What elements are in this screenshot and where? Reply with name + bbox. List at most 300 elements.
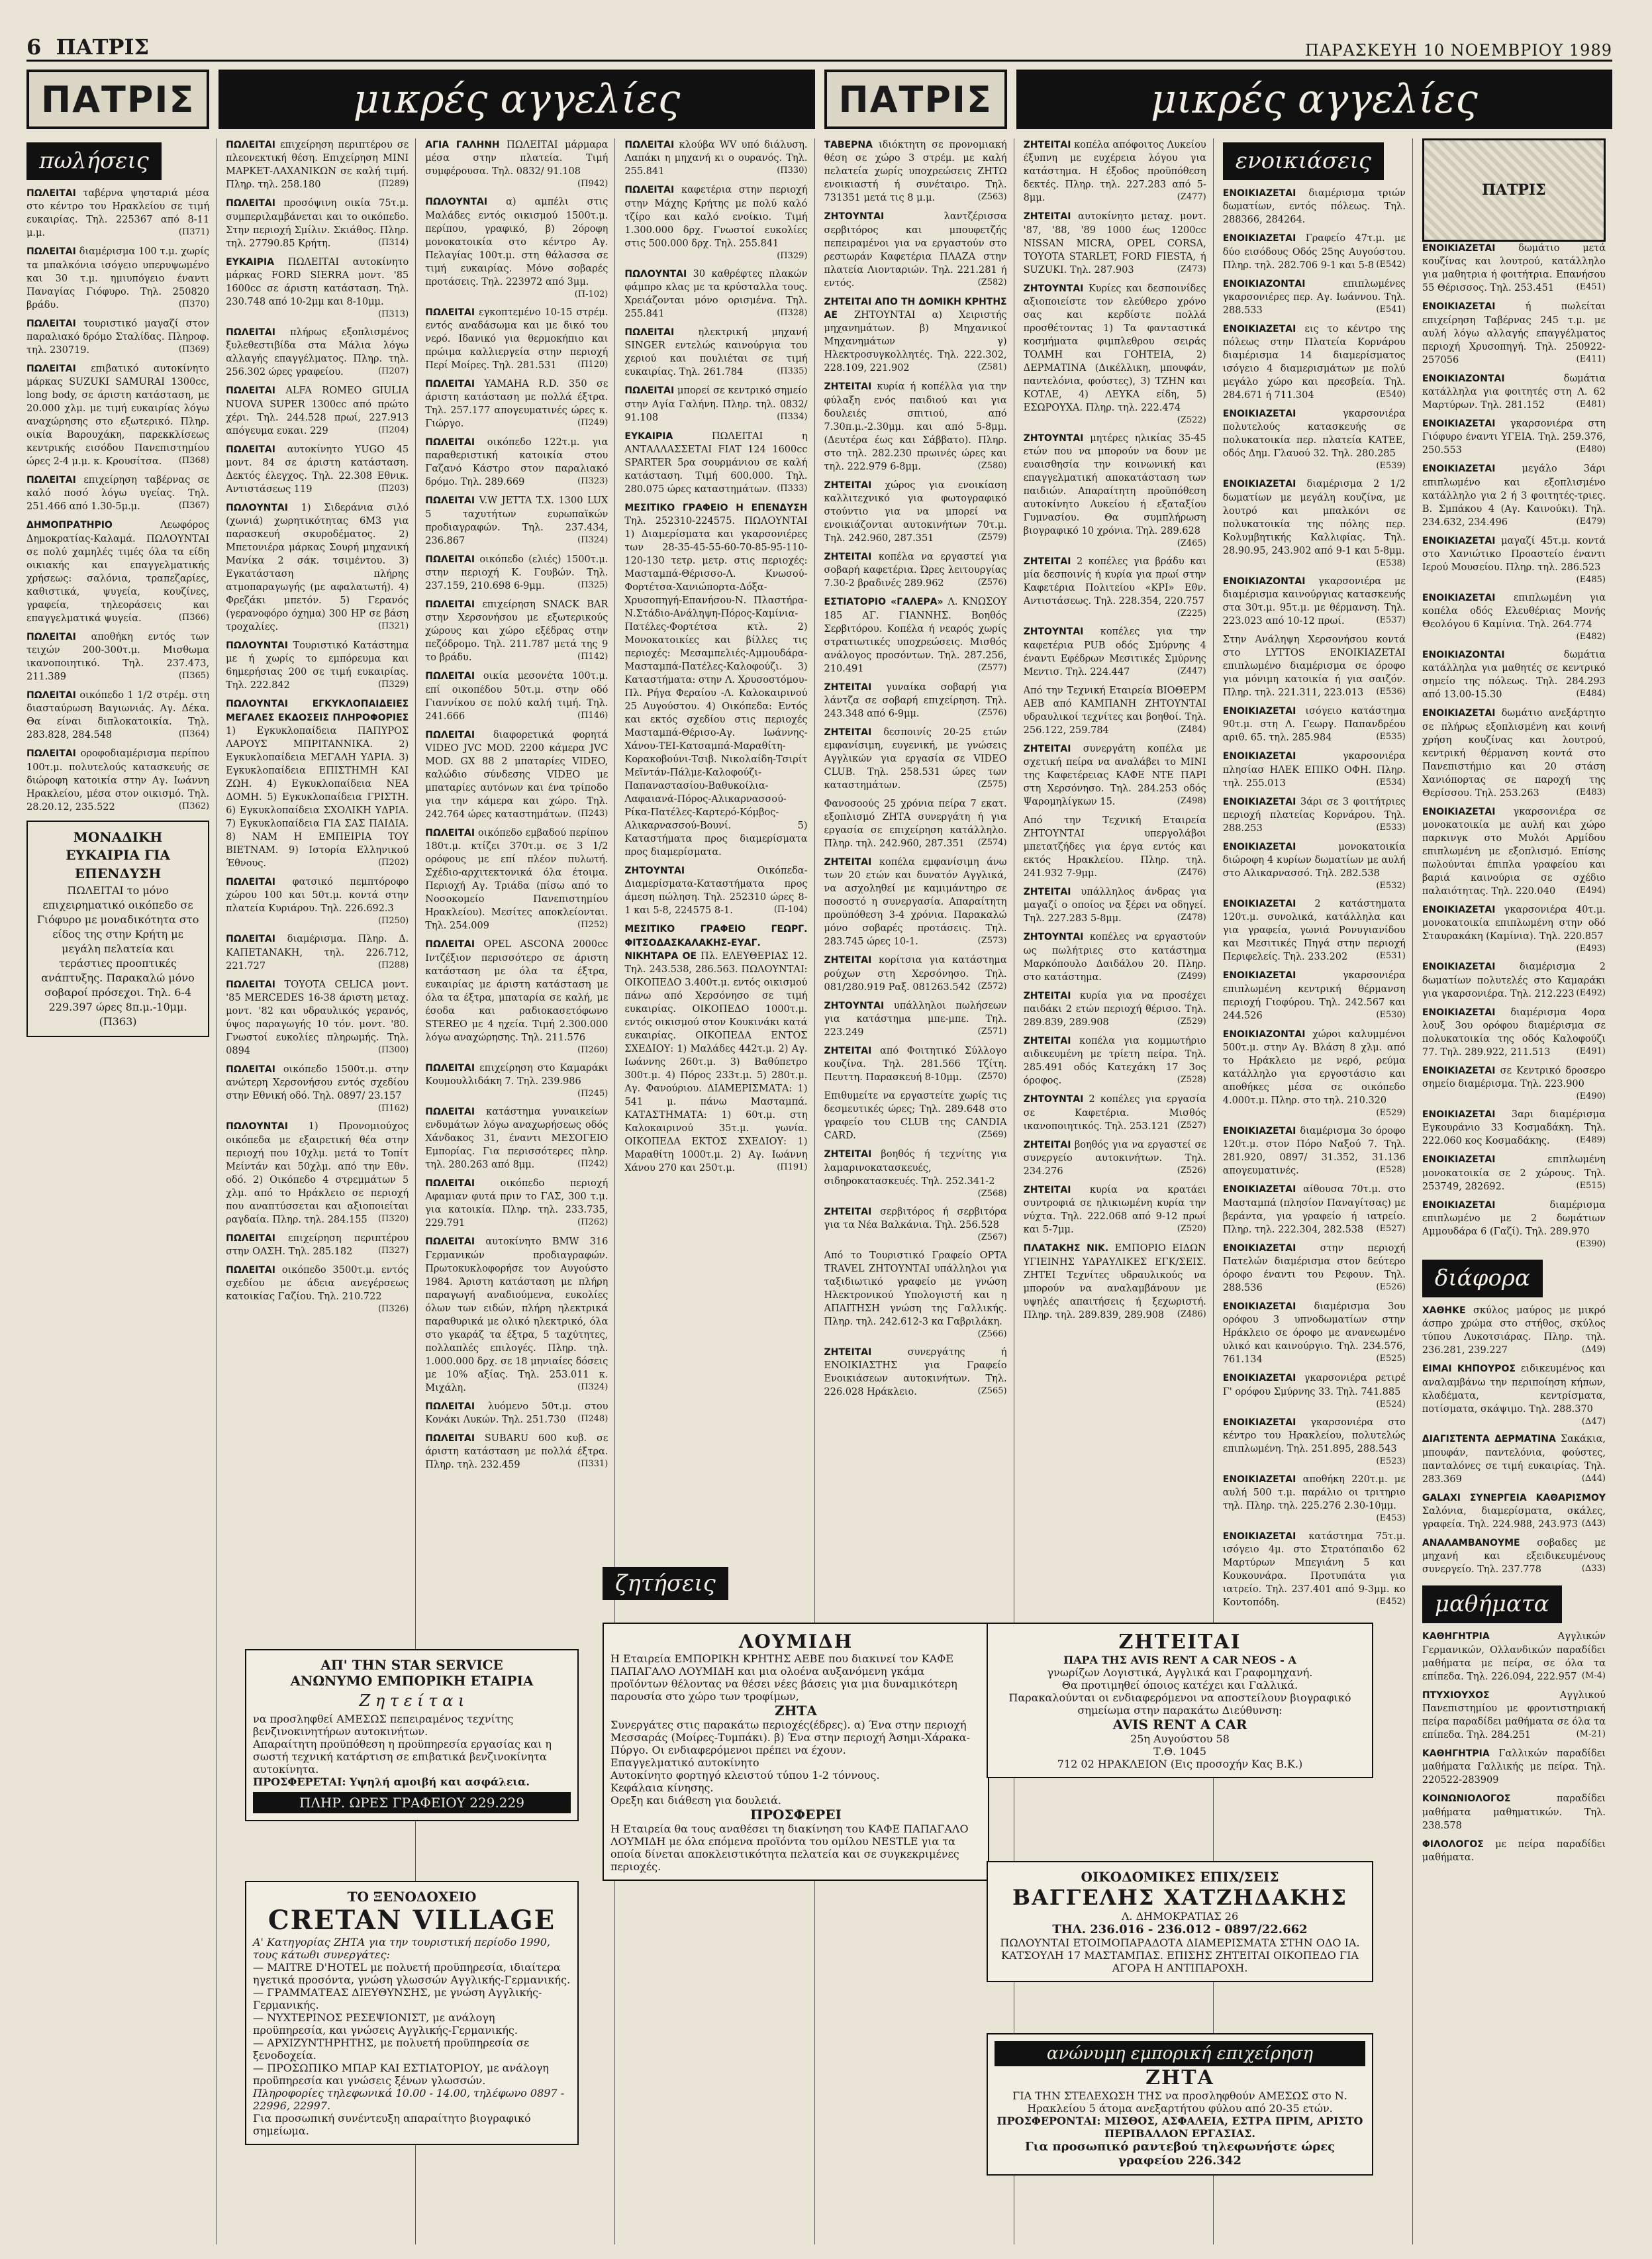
ad-code: (Z473) <box>1177 264 1206 274</box>
classified-ad <box>1422 1792 1606 1832</box>
ad-heading: ΕΝΟΙΚΙΑΖΕΤΑΙ <box>1222 1242 1296 1254</box>
classified-ad <box>1422 242 1606 295</box>
ad-text: 1) Σιδεράνια σιλό (χωνιά) χωρητικότητας 6Μ3 για παρασκευή σκυροδέματος. 2) Μπετονιέρα μάρκας Σουρή μηχανική Μανίκα 2 σάκ. τσιμέντου. 3) Εγκατάσταση πλήρης ατμοπαραγωγής (με αφαλατωτή). 4) Φρεζάκι μπετόν. 5) Γερανός (γερανοφόρο όχημα) 300 HP σε βάση τροχαλίες. <box>226 502 409 633</box>
classified-ad <box>1422 903 1606 955</box>
star-line4: να προσληφθεί ΑΜΕΣΩΣ πεπειραμένος τεχνίτης βενζινοκινητήρων αυτοκινήτων. <box>253 1713 514 1738</box>
ad-heading: ΕΝΟΙΚΙΑΖΕΤΑΙ <box>1222 233 1296 244</box>
anonymous-line1: ανώνυμη εμπορική επιχείρηση <box>995 2041 1365 2066</box>
ad-heading: ΠΩΛΕΙΤΑΙ <box>425 307 475 318</box>
classified-ad <box>824 1346 1007 1399</box>
hatzidakis-ad <box>987 1861 1373 1982</box>
ad-code: (E482) <box>1576 632 1606 642</box>
classified-ad <box>1422 534 1606 586</box>
ad-heading: ΕΝΟΙΚΙΑΖΕΤΑΙ <box>1422 905 1496 915</box>
ad-heading: ΕΝΟΙΚΙΑΖΕΤΑΙ <box>1422 535 1496 546</box>
classified-ad <box>1223 1028 1406 1119</box>
ad-code: (Π248) <box>577 1414 608 1425</box>
ad-code: (Z571) <box>977 1027 1007 1037</box>
ad-text: προσόψινη οικία 75τ.μ. συμπεριλαμβάνεται και το οικόπεδο. Στην περιοχή Σμίλιν. Σκιάθος. Πληρ. τηλ. 27790.85 Κρήτη. <box>226 198 409 249</box>
classified-ad <box>624 384 807 424</box>
classified-ad <box>226 1120 409 1226</box>
ad-code: (Π203) <box>377 483 409 493</box>
col7-list <box>1223 187 1406 1609</box>
ad-heading: ΠΩΛΕΙΤΑΙ <box>26 690 76 701</box>
classified-ad <box>425 138 608 190</box>
ad-code: (Π333) <box>777 483 808 493</box>
ad-text: κατάστημα γυναικείων ενδυμάτων λόγω αναχωρήσεως οδός Χάνδακος 31, έναντι ΜΕΣΟΓΕΙΟ Εμπορίας. Για περισσότερες πληρ. τηλ. 280.263 από 8μμ. <box>425 1106 608 1171</box>
ad-code: (E483) <box>1576 787 1606 797</box>
loumidi-req1: Επαγγελματικό αυτοκίνητο <box>610 1756 759 1769</box>
ad-heading: ΠΩΛΕΙΤΑΙ <box>624 385 675 397</box>
classified-ad <box>1422 1838 1606 1864</box>
classified-ad <box>425 377 608 430</box>
ad-code: (E534) <box>1376 777 1406 787</box>
ad-text: στην περιοχή Πατελών διαμέρισμα στον δεύτερο όροφο έναντι του Ρεφουν. Τηλ. 288.536 <box>1222 1242 1406 1293</box>
classified-ad <box>1422 1153 1606 1193</box>
avis-line1: ΠΑΡΑ ΤΗΣ AVIS RENT A CAR NEOS - A <box>1063 1654 1296 1666</box>
ad-heading: ΠΩΛΕΙΤΑΙ <box>26 363 76 374</box>
classified-ad <box>226 326 409 379</box>
column-5 <box>824 138 1014 2244</box>
ad-text: εις το κέντρο της πόλεως στην Πλατεία Κορνάρου διαμέρισμα 14 διαμερίσματος ισόγειο 4 διαμερισμάτων με πολύ μεγάλο χώρο και πρεσβεία. Τηλ. 284.671 ή 711.304 <box>1222 323 1406 401</box>
cretan-line7: — ΑΡΧΙΖΥΝΤΗΡΗΤΗΣ, με πολυετή προϋπηρεσία σε ξενοδοχεία. <box>253 2036 530 2062</box>
ad-heading: ΖΗΤΕΙΤΑΙ ΑΠΟ ΤΗ ΔΟΜΙΚΗ ΚΡΗΤΗΣ ΑΕ <box>824 296 1007 321</box>
ad-heading: ΖΗΤΟΥΝΤΑΙ <box>1023 1094 1084 1105</box>
ad-code: (Π-102) <box>574 289 608 299</box>
loumidi-offer-heading: ΠΡΟΣΦΕΡΕΙ <box>750 1807 842 1823</box>
col2-list <box>226 138 409 1315</box>
classified-ad <box>425 306 608 372</box>
ad-code: (Π202) <box>377 858 409 868</box>
page-header-left <box>26 34 149 60</box>
ad-code: (E531) <box>1376 951 1406 962</box>
ad-code: (Π371) <box>178 227 210 238</box>
ad-text: διαμέρισμα 4ορα λουξ 3ου ορόφου διαμέρισμα σε πολυκατοικία της οδός Καλοφούζι 77. Τηλ. 289.922, 211.513 <box>1422 1007 1606 1058</box>
classified-ad <box>226 1063 409 1115</box>
ad-code: (Z570) <box>977 1072 1007 1082</box>
ad-text: Αγγλικών Γερμανικών, Ολλανδικών παραδίδει μαθήματα με πείρα, σε όλα τα επίπεδα. Τηλ. 226.094, 222.957 <box>1422 1631 1606 1682</box>
ad-text: Τουριστικό Κατάστημα με ή χωρίς το εμπόρευμα και 6ημερήσιας 200 σε τιμή ευκαιρίας. Τηλ. 222.842 <box>226 640 409 691</box>
ad-code: (Z522) <box>1177 415 1206 425</box>
ad-code: (E492) <box>1576 987 1606 998</box>
ad-code: (Z465) <box>1177 538 1206 549</box>
ad-code: (Z477) <box>1177 192 1206 203</box>
ad-text: εγκοπτεμένο 10-15 στρέμ. εντός αναδάσωμα και με δικό του νερό. Ιδανικό για θερμοκήπιο και πρώιμα καλλιεργεία στην περιοχή Περί Μοίρες. Τηλ. 281.531 <box>425 307 608 371</box>
ad-heading: ΖΗΤΟΥΝΤΑΙ <box>624 866 685 877</box>
star-line5: Απαραίτητη προϋπόθεση η προϋπηρεσία εργασίας και η σωστή τεχνική κατάρτιση σε επιβατικά βενζινοκίνητα αυτοκίνητα. <box>253 1738 552 1776</box>
ad-text: 2 κοπέλες για βράδυ και μία δεσποινίς ή κυρία για πρωί στην Καφετέρια Πολιτείου «KPI» Εθν. Αντιστάσεως. Τηλ. 228.354, 220.757 <box>1023 556 1206 607</box>
ad-text: γκαρσονιέρα επιπλωμένη κεντρική θέρμανση περιοχή Γιοφύρου. Τηλ. 242.567 και 244.526 <box>1222 970 1406 1021</box>
ad-heading: ΖΗΤΕΙΤΑΙ <box>1023 556 1071 568</box>
ad-heading: ΠΩΛΕΙΤΑΙ <box>425 828 475 838</box>
ad-heading: ΕΣΤΙΑΤΟΡΙΟ «ΓΑΛΕΡΑ» <box>824 597 944 608</box>
ad-code: (E481) <box>1576 399 1606 409</box>
classified-ad <box>1223 1530 1406 1609</box>
ad-code: (Π249) <box>577 418 608 428</box>
hatzidakis-line1: ΟΙΚΟΔΟΜΙΚΕΣ ΕΠΙΧ/ΣΕΙΣ <box>1081 1869 1279 1885</box>
ad-heading: ΖΗΤΕΙΤΑΙ <box>824 1346 872 1358</box>
ad-heading: ΕΝΟΙΚΙΑΖΟΝΤΑΙ <box>1422 650 1505 661</box>
ad-code: (Π335) <box>777 366 808 377</box>
ad-text: ειδικευμένος και αναλαμβάνω την περιποίηση κήπων, κλαδέματα, κεντρίσματα, ποτίσματα, σκάψιμο. Τηλ. 288.370 <box>1422 1364 1606 1415</box>
ad-code: (Π329) <box>777 250 808 261</box>
ad-heading: ΔΙΑΓΙΣΤΕΝΤΑ ΔΕΡΜΑΤΙΝΑ <box>1422 1434 1556 1445</box>
classified-ad <box>1223 575 1406 628</box>
ad-code: (Z529) <box>1177 1016 1206 1027</box>
ad-code: (E411) <box>1576 354 1606 364</box>
ad-text: Από την Τεχνική Εταιρεία ΖΗΤΟΥΝΤΑΙ υπεργολάβοι μπετατζήδες για έργα εντός και εκτός Ηρακλείου. Πληρ. τηλ. 241.932 7-9μμ. <box>1023 815 1206 879</box>
ad-code: (Z573) <box>977 936 1007 946</box>
ad-heading: ΕΝΟΙΚΙΑΖΕΤΑΙ <box>1422 243 1496 254</box>
ad-code: (E539) <box>1376 461 1406 472</box>
classified-ad <box>1024 814 1206 880</box>
ad-code: (E535) <box>1376 732 1406 742</box>
investment-code: (Π363) <box>99 1015 137 1029</box>
ad-heading: ΕΝΟΙΚΙΑΖΕΤΑΙ <box>1422 418 1496 429</box>
column-4 <box>624 138 814 2244</box>
classified-ad <box>26 474 209 513</box>
classified-ad <box>1422 462 1606 528</box>
ad-code: (Z499) <box>1177 971 1206 981</box>
ad-code: (Π325) <box>577 580 608 591</box>
issue-date: ΠΑΡΑΣΚΕΥΗ 10 ΝΟΕΜΒΡΙΟΥ 1989 <box>1305 41 1612 60</box>
classified-ad <box>1024 138 1206 205</box>
ad-heading: ΖΗΤΕΙΤΑΙ <box>824 857 872 868</box>
loumidi-req4: Ορεξη και διάθεση για δουλειά. <box>610 1794 781 1807</box>
avis-line2: γνωρίζων Λογιστικά, Αγγλικά και Γραφομηχανή. <box>1047 1666 1313 1679</box>
ad-heading: ΕΝΟΙΚΙΑΖΕΤΑΙ <box>1222 1417 1296 1428</box>
ad-heading: ΕΝΟΙΚΙΑΖΕΤΑΙ <box>1222 1184 1296 1195</box>
classified-ad <box>1223 187 1406 226</box>
classified-ad <box>1422 300 1606 366</box>
ad-text: γκαρσονιέρα ρετιρέ Γ' ορόφου Σμύρνης 33. Τηλ. 741.885 <box>1222 1373 1406 1397</box>
col8-list <box>1422 242 1606 1250</box>
ad-heading: ΕΝΟΙΚΙΑΖΟΝΤΑΙ <box>1222 278 1306 289</box>
ad-code: (E525) <box>1376 1354 1406 1364</box>
ad-heading: ΠΩΛΕΙΤΑΙ <box>226 979 275 990</box>
classified-ad <box>1024 1034 1206 1087</box>
ad-text: οικόπεδο 3500τ.μ. εντός σχεδίου με άδεια ανεγέρσεως κατοικίας Γαζίου. Τηλ. 210.722 <box>226 1264 409 1303</box>
column-1 <box>26 138 217 2244</box>
ad-code: (Z528) <box>1177 1075 1206 1085</box>
ad-heading: GALAXI ΣΥΝΕΡΓΕΙΑ ΚΑΘΑΡΙΣΜΟΥ <box>1422 1492 1606 1503</box>
ad-code: (Z580) <box>977 460 1007 471</box>
ad-heading: ΠΩΛΕΙΤΑΙ <box>226 1064 275 1075</box>
classified-ad <box>824 138 1007 205</box>
ad-text: SUBARU 600 κυβ. σε άριστη κατάσταση με πολλά έξτρα. Πληρ. τηλ. 232.459 <box>425 1433 608 1471</box>
ad-text: διαμέρισμα 2 δωματίων πολυτελές στο Καμαράκι για γκαρσονιέρα. Τηλ. 212.223 <box>1422 962 1606 999</box>
ad-code: (E479) <box>1576 516 1606 527</box>
classified-ad <box>624 864 807 917</box>
ad-heading: ΕΝΟΙΚΙΑΖΕΤΑΙ <box>1422 464 1496 475</box>
classified-ad <box>425 827 608 932</box>
ad-text: οικόπεδο (ελιές) 1500τ.μ. στην περιοχή Κ. Γουβών. Τηλ. 237.159, 210.698 6-9μμ. <box>425 554 608 592</box>
ad-text: διαμέρισμα 2 1/2 δωματίων με μεγάλη κουζίνα, με λουτρό και μπαλκόνι σε πολυκατοικία της πόλης περ. Κολυμβητικής Καλλιφίας. Τηλ. 28.90.95, 243.902 από 9-1 και 5-8μμ. <box>1222 479 1406 556</box>
ad-code: (Z575) <box>977 779 1007 790</box>
ad-code: (E490) <box>1576 1091 1606 1102</box>
classified-ad <box>425 195 608 300</box>
ad-text: 1) Εγκυκλοπαίδεια ΠΑΠΥΡΟΣ ΛΑΡΟΥΣ ΜΠΡΙΤΑΝΝΙΚΑ. 2) Εγκυκλοπαίδεια ΜΕΓΑΛΗ ΥΔΡΙΑ. 3) Εγκυκλοπαίδεια ΕΠΙΣΤΗΜΗ ΚΑΙ ΖΩΗ. 4) Εγκυκλοπαίδεια ΝΕΑ ΔΟΜΗ. 5) Εγκυκλοπαίδεια ΓΡΙΣΤΗ. 6) Εγκυκλοπαίδεια ΣΧΟΛΙΚΗ ΥΔΡΙΑ. 7) Εγκυκλοπαίδεια ΓΙΑ ΣΑΣ ΠΑΙΔΙΑ. 8) ΝΑΜ Η ΕΜΠΕΙΡΙΑ ΤΟΥ ΒΙΕΤΝΑΜ. 9) Ιστορία Ελληνικού Έθνους. <box>226 726 409 870</box>
ad-heading: ΕΝΟΙΚΙΑΖΕΤΑΙ <box>1222 841 1296 852</box>
classified-ad <box>1422 1689 1606 1742</box>
ad-text: διαφορετικά φορητά VIDEO JVC MOD. 2200 κάμερα JVC MOD. GX 88 2 μπαταρίες VIDEO, καλώδιο σύνδεσης VIDEO με μπαταρίες αυτόνων και ένα τρίποδο για την κάμερα και χώρο. Τηλ. 242.764 ώρες καταστημάτων. <box>425 729 608 820</box>
ad-heading: ΠΩΛΕΙΤΑΙ <box>425 599 475 611</box>
classified-ad <box>1223 1242 1406 1295</box>
ad-text: Λεωφόρος Δημοκρατίας-Καλαμά. ΠΩΛΟΥΝΤΑΙ σε πολύ χαμηλές τιμές όλα τα είδη οικιακής και επαγγελματικής χρήσεως: σαλόνια, τραπεζαρίες, καθιστικά, ψυγεία, κουζίνες, γραφεία, τηλεοράσεις και επαγγελματικά ψυγεία. <box>26 520 210 624</box>
ad-heading: ΖΗΤΕΙΤΑΙ <box>824 1206 872 1217</box>
col8-lessons-list <box>1422 1630 1606 1864</box>
ad-text: γκαρσονιέρα σε μονοκατοικία με αυλή και χώρο παρκινγκ στο Μυλόι Αρμίδου επιπλωμένη με εξοπλισμό. Επίσης πωλούνται έπιπλα γραφείου και βαριά καινούρια σε σχέδιο παλαιότητας. Τηλ. 220.040 <box>1422 806 1606 897</box>
col5-list <box>824 138 1007 1399</box>
ad-heading: ΕΝΟΙΚΙΑΖΕΤΑΙ <box>1422 1199 1496 1211</box>
ad-code: (Π250) <box>377 916 409 927</box>
ad-code: (Π368) <box>178 456 210 466</box>
ad-heading: ΠΩΛΟΥΝΤΑΙ ΕΓΚΥΚΛΟΠΑΙΔΕΙΕΣ ΜΕΓΑΛΕΣ ΕΚΔΟΣΕΙΣ ΠΛΗΡΟΦΟΡΙΕΣ <box>226 699 409 723</box>
ad-code: (M-4) <box>1581 1670 1606 1681</box>
classified-ad <box>1422 1304 1606 1357</box>
ad-heading: ΕΝΟΙΚΙΑΖΕΤΑΙ <box>1422 592 1496 603</box>
ad-text: ισόγειο κατάστημα 90τ.μ. στη Λ. Γεωργ. Παπανδρέου αριθ. 65. τηλ. 285.984 <box>1222 705 1406 744</box>
ad-text: Γαλλικών παραδίδει μαθήματα Γαλλικής με πείρα. Τηλ. 220522-283909 <box>1422 1748 1606 1786</box>
ad-code: (E494) <box>1576 885 1606 895</box>
classified-ad <box>624 138 807 178</box>
star-line3: Ζ η τ ε ί τ α ι <box>359 1691 465 1710</box>
page-number: 6 <box>26 34 42 60</box>
ad-text: 2 κατάστηματα 120τ.μ. συνολικά, κατάλληλα και για γραφεία, γωνιά Ρονυγιανίδου και Μεσιτικές Πηγά στην περιοχή Περιφελείς. Τηλ. 233.202 <box>1222 899 1406 963</box>
cretan-line10: Για προσωπική συνέντευξη απαραίτητο βιογραφικό σημείωμα. <box>253 2112 531 2137</box>
avis-ad <box>987 1623 1373 1778</box>
classified-ad <box>26 747 209 813</box>
ad-code: (Z581) <box>977 362 1007 373</box>
col8-misc-list <box>1422 1304 1606 1577</box>
ad-code: (Z582) <box>977 277 1007 287</box>
classified-ad <box>1223 1183 1406 1236</box>
ad-text: 3αρι διαμέρισμα Εγκουράνιο 33 Κοσμαδάκη. Τηλ. 222.060 κος Κοσμαδάκης. <box>1422 1109 1606 1147</box>
ad-heading: ΖΗΤΕΙΤΑΙ <box>1023 1035 1071 1046</box>
ad-code: (Δ44) <box>1581 1473 1606 1483</box>
classified-ad <box>624 923 807 1175</box>
classified-ad <box>26 519 209 625</box>
ad-heading: ΚΑΘΗΓΗΤΡΙΑ <box>1422 1631 1490 1642</box>
ad-code: (Z577) <box>977 662 1007 673</box>
ad-text: ταβέρνα ψησταριά μέσα στο κέντρο του Ηρακλείου σε τιμή ευκαιρίας. Τηλ. 225367 από 8-11 μ.μ. <box>26 187 210 239</box>
ad-text: γυναίκα σοβαρή για λάντζα σε σοβαρή επιχείρηση. Τηλ. 243.348 από 6-9μμ. <box>824 681 1007 719</box>
classified-ad <box>425 670 608 723</box>
ad-heading: ΖΗΤΕΙΤΑΙ <box>1023 1139 1071 1150</box>
ad-text: Κυρίες και δεσποινίδες αξιοποιείστε τον ελεύθερο χρόνο σας και κερδίστε πολλά προσθέτοντας 1) Τα φανταστικά κοσμήματα φιμπλεθρου σειράς ΤΟΛΜΗ και ΓΟΗΤΕΙΑ, 2) ΔΕΡΜΑΤΙΝΑ (Δικέλλικη, μπουφάν, παντελόνια, φούστες), 3) ΤΖΗΝ και ΚΟΤΛΕ, 4) ΛΕΥΚΑ είδη, 5) ΕΣΩΡΟΥΧΑ. Πληρ. τηλ. 222.474 <box>1023 283 1206 413</box>
ad-heading: ΖΗΤΕΙΤΑΙ <box>1023 140 1071 150</box>
classified-ad <box>1422 1006 1606 1059</box>
ad-code: (Π313) <box>377 309 409 319</box>
classified-ad <box>1422 1747 1606 1787</box>
ad-text: YAMAHA R.D. 350 σε άριστη κατάσταση με πολλά έξτρα. Τηλ. 257.177 απογευματινές ώρες κ. Γιώργο. <box>425 378 608 430</box>
ad-text: δωμάτια κατάλληλα για φοιτητές στη Λ. 62 Μαρτύρων. Τηλ. 281.152 <box>1422 373 1606 411</box>
ad-code: (E537) <box>1376 615 1406 625</box>
avis-line3: Θα προτιμηθεί όποιος κατέχει και Γαλλικά. <box>1061 1679 1298 1691</box>
classified-ad <box>1024 1093 1206 1132</box>
ad-text: επιπλωμένη μονοκατοικία σε 2 χώρους. Τηλ. 253749, 282692. <box>1422 1154 1606 1192</box>
classified-ad <box>425 1177 608 1230</box>
ad-code: (Π262) <box>577 1217 608 1228</box>
ad-text: μονοκατοικία διώροφη 4 κυρίων δωματίων με αυλή στο Αλικαρνασσό. Τηλ. 282.538 <box>1222 841 1406 879</box>
ad-code: (E491) <box>1576 1046 1606 1056</box>
ad-text: γκαρσονιέρα στο κέντρο του Ηρακλείου, πολυτελώς επιπλωμένη. Τηλ. 251.895, 288.543 <box>1222 1417 1406 1454</box>
ad-code: (Z526) <box>1177 1165 1206 1176</box>
ad-text: επιχείρηση περιπτέρου στην ΟΑΣΗ. Τηλ. 285.182 <box>226 1232 409 1257</box>
classified-ad <box>226 197 409 250</box>
investment-text: ΠΩΛΕΙΤΑΙ το μόνο επιχειρηματικό οικόπεδο σε Γιόφυρο με μοναδικότητα στο είδος της στην Κρήτη με μεγάλη πελατεία και τεράστιες προοπτικές ανάπτυξης. Παρακαλώ μόνο σοβαροί πρόσεχοι. Τηλ. 6-4 229.397 ώρες 8π.μ.-10μμ. <box>36 883 199 1014</box>
ad-text: Οικόπεδα-Διαμερίσματα-Καταστήματα προς άμεση πώληση. Τηλ. 252310 ώρες 8-1 και 5-8, 224575 8-1. <box>624 866 808 917</box>
classified-ad <box>26 317 209 357</box>
classified-ad <box>1223 1372 1406 1410</box>
classified-ad <box>1024 885 1206 925</box>
ad-text: Στην Ανάληψη Χερσονήσου κοντά στο LYTTOS ΕΝΟΙΚΙΑΖΕΤΑΙ επιπλωμένο διαμέρισμα σε όροφο για μόνιμη κατοικία ή για σαιζόν. Πληρ. τηλ. 221.311, 223.013 <box>1222 634 1406 698</box>
ad-text: κοπέλες για την καφετέρια PUB οδός Σμύρνης 4 έναντι Εφέδρων Μεσιτικές Σμύρνης Μεντισ. Τηλ. 224.447 <box>1023 627 1206 678</box>
ad-text: χώρος για ενοικίαση καλλιτεχνικό για φωτογραφικό στούντιο για να μπορεί να ενοικιάζονται αυτοκινήτων 70τ.μ. Τηλ. 242.960, 287.351 <box>824 479 1007 544</box>
ad-code: (Π191) <box>777 1162 808 1173</box>
ad-code: (Z478) <box>1177 913 1206 923</box>
ad-text: Από την Τεχνική Εταιρεία ΒΙΟΘΕΡΜ ΑΕΒ από ΚΑΜΠΑΝΗ ΖΗΤΟΥΝΤΑΙ υδραυλικοί τεχνίτες και βοηθοί. Τηλ. 256.122, 259.784 <box>1023 685 1206 736</box>
ad-heading: ΠΩΛΕΙΤΑΙ <box>425 1178 475 1189</box>
ad-text: πλήρως εξοπλισμένος ξυλεθεστιβίδα στα Μάλια λόγω αλλαγής επαγγέλματος. Πληρ. τηλ. 256.302 ώρες γραφείου. <box>226 326 409 378</box>
classified-ad <box>1223 840 1406 892</box>
ad-heading: ΠΩΛΕΙΤΑΙ <box>624 326 675 338</box>
ad-heading: ΠΩΛΕΙΤΑΙ <box>26 318 76 329</box>
loumidi-req2: Αυτοκίνητο φορτηγό κλειστού τύπου 1-2 τόννους. <box>610 1769 880 1782</box>
classified-ad <box>226 932 409 972</box>
ad-text: υπάλληλος άνδρας για μαγαζί ο οποίος να ξέρει να οδηγεί. Τηλ. 227.283 5-8μμ. <box>1023 887 1206 925</box>
ad-heading: ΠΩΛΕΙΤΑΙ <box>226 444 275 455</box>
ad-code: (E515) <box>1576 1180 1606 1191</box>
ad-code: (Π362) <box>178 801 210 811</box>
classified-ad <box>1422 648 1606 701</box>
ad-code: (Z576) <box>977 577 1007 588</box>
ad-code: (Z566) <box>977 1329 1007 1339</box>
ad-code: (Π162) <box>377 1103 409 1114</box>
loumidi-text1: Η Εταιρεία ΕΜΠΟΡΙΚΗ ΚΡΗΤΗΣ ΑΕΒΕ που διακινεί τον ΚΑΦΕ ΠΑΠΑΓΑΛΟ ΛΟΥΜΙΔΗ και μια ολοένα αυξανόμενη γκάμα προϊόντων θέλοντας να θέσει νέες βάσεις για μια δυναμικότερη παρουσία στο χώρο των τροφίμων, <box>610 1652 957 1703</box>
ad-code: (Z569) <box>977 1130 1007 1140</box>
hatzidakis-line5: ΠΩΛΟΥΝΤΑΙ ΕΤΟΙΜΟΠΑΡΑΔΟΤΑ ΔΙΑΜΕΡΙΣΜΑΤΑ ΣΤΗΝ ΟΔΟ ΙΑ. ΚΑΤΣΟΥΛΗ 17 ΜΑΣΤΑΜΠΑΣ. ΕΠΙΣΗΣ ΖΗΤΕΙΤΑΙ ΟΙΚΟΠΕΔΟ ΓΙΑ ΑΓΟΡΑ Η ΑΝΤΙΠΑΡΟΧΗ. <box>1000 1936 1360 1974</box>
ad-text: συνεργάτη κοπέλα με σχετική πείρα να αναλάβει το MINI της Καφετέρειας ΚΑΦΕ ΝΤΕ ΠΑΡΙ στη Χερσόνησο. Τηλ. 284.253 οδός Ψαρομηλίγκων 15. <box>1023 743 1206 807</box>
avis-line6: 25η Αυγούστου 58 <box>1130 1732 1230 1745</box>
ad-text: χώροι καλυμμένοι 500τ.μ. στην Αγ. Βλάση 8 χλμ. από το Ηράκλειο με νερό, ρεύμα κατάλληλο για εργοστάσιο και αποθήκες μέσα σε οικόπεδο 4.000τ.μ. Πληρ. στο τηλ. 210.320 <box>1222 1029 1406 1107</box>
ad-heading: ΑΓΙΑ ΓΑΛΗΝΗ <box>425 140 500 150</box>
ad-heading: ΕΝΟΙΚΙΑΖΟΝΤΑΙ <box>1222 576 1306 587</box>
ad-code: (Δ43) <box>1581 1519 1606 1529</box>
classified-ad <box>1223 407 1406 472</box>
ad-text: Λ. ΚΝΩΣΟΥ 185 ΑΓ. ΓΙΑΝΝΗΣ. Βοηθός Σερβιτόρου. Κοπέλα ή νεαρός χωρίς στρατιωτικές υποχρεώσεις. Μισθός ανάλογος προσόντων. Τηλ. 287.256, 210.491 <box>824 597 1007 674</box>
ad-heading: ΕΝΟΙΚΙΑΖΕΤΑΙ <box>1222 899 1296 910</box>
ad-text: ALFA ROMEO GIULIA NUOVA SUPER 1300cc από πρώτο χέρι. Τηλ. 244.528 πρωί, 227.913 απόγευμα ευκαι. 229 <box>226 385 409 436</box>
ad-heading: ΕΝΟΙΚΙΑΖΕΤΑΙ <box>1222 1474 1296 1485</box>
classified-ad <box>824 595 1007 675</box>
ad-code: (Π324) <box>577 1381 608 1392</box>
classified-ad <box>1422 591 1606 643</box>
ad-text: ΠΩΛΕΙΤΑΙ η ΑΝΤΑΛΛΑΣΣΕΤΑΙ FIAT 124 1600cc SPARTER 5ρα σουρμάνιου σε καλή κατάσταση. Τιμή 600.000. Τηλ. 280.075 ώρες καταστημάτων. <box>624 430 808 495</box>
col3-list <box>425 138 608 1472</box>
ad-text: κοπέλες να εργαστούν ως πωλήτριες στο κατάστημα Μαρκόπουλο Δαιδάλου 20. Πληρ. στο κατάστημα. <box>1023 932 1206 983</box>
ad-heading: ΠΩΛΕΙΤΑΙ <box>26 631 76 642</box>
ad-heading: ΖΗΤΕΙΤΑΙ <box>824 955 872 966</box>
classified-ad <box>226 876 409 927</box>
ad-text: αυτοκίνητο BMW 316 Γερμανικών προδιαγραφών. Πρωτοκυκλοφορήσε τον Αυγούστο 1984. Άριστη κατάσταση με πλήρη παραγωγή αναδιούμενα, ευκολίες όλων των ειδών, πλήρη ηλεκτρικά παραθυρικά με ολικό ηλεκτρικό, όλα στο γκαράζ τα έξτρα, 5 ταχύτητες, πολλαπλές επιλογές. Πληρ. τηλ. 1.000.000 δρχ. σε 18 μηνιαίες δόσεις με 10% αξίας. Τηλ. 253.011 κ. Μιχάλη. <box>425 1236 608 1393</box>
section-lessons-heading: μαθήματα <box>1422 1585 1562 1623</box>
ad-text: γκαρσονιέρα στη Γιόφυρο έναντι ΥΓΕΙΑ. Τηλ. 259.376, 250.553 <box>1422 418 1606 456</box>
ad-text: επιβατικό αυτοκίνητο μάρκας SUZUKI SAMURAI 1300cc, long body, σε άριστη κατάσταση, με 20.000 χλμ. με τιμή ευκαιρίας λόγω αναχώρησης στο εξωτερικό. Πληρ. οικία Βαρουχάκη, παρεκκλίσεως κεντρικής εισόδου Πανεπιστημίου ώρες 2-4 μ.μ. κ. Κρουσίτσα. <box>26 363 210 468</box>
ad-code: (Π327) <box>377 1245 409 1256</box>
ad-text: κυρία να κρατάει συντροφιά σε ηλικιωμένη κυρία την νύχτα. Τηλ. 222.068 από 9-12 πρωί και 5-7μμ. <box>1023 1184 1206 1236</box>
ad-text: σερβιτόρος ή σερβιτόρα για τα Νέα Βαλκάνια. Τηλ. 256.528 <box>824 1206 1007 1230</box>
ad-code: (Π324) <box>577 534 608 545</box>
ad-code: (Π330) <box>777 166 808 176</box>
ad-text: γκαρσονιέρα 40τ.μ. μονοκατοικία επιπλωμένη στην οδό Σταυρακάκη (Καμίνια). Τηλ. 220.857 <box>1422 905 1606 942</box>
loumidi-text2: Συνεργάτες στις παρακάτω περιοχές(έδρες). α) Ένα στην περιοχή Μεσσαράς (Μοίρες-Τυμπάκι). β) Ένα στην περιοχή Άσημι-Χάρακα-Πύργο. Οι ενδιαφερόμενοι πρέπει να έχουν. <box>610 1719 970 1756</box>
ad-heading: ΠΩΛΟΥΝΤΑΙ <box>226 502 288 513</box>
classified-ad <box>824 1148 1007 1199</box>
anonymous-line2: ΖΗΤΑ <box>1145 2066 1214 2089</box>
ad-text: διαμέρισμα. Πληρ. Δ. ΚΑΠΕΤΑΝΑΚΗ, τηλ. 226.712, 221.727 <box>226 934 409 972</box>
classified-ad <box>1422 1630 1606 1683</box>
ad-heading: ΠΩΛΕΙΤΑΙ <box>425 1062 475 1074</box>
classified-ad <box>1223 323 1406 402</box>
classified-ad <box>824 797 1007 850</box>
ad-heading: ΕΝΟΙΚΙΑΖΕΤΑΙ <box>1422 1007 1496 1018</box>
avis-title: ΖΗΤΕΙΤΑΙ <box>1118 1631 1241 1654</box>
star-line2: ΑΝΩΝΥΜΟ ΕΜΠΟΡΙΚΗ ΕΤΑΙΡΙΑ <box>290 1673 534 1689</box>
classified-ad <box>1223 477 1406 569</box>
ad-heading: ΕΝΟΙΚΙΑΖΕΤΑΙ <box>1422 962 1496 973</box>
ad-text: διαμέρισμα 3ο όροφο 120τ.μ. στον Πόρο Ναξού 7. Τηλ. 281.920, 0897/ 31.352, 31.136 απογευματινές. <box>1222 1126 1406 1177</box>
classified-ad <box>226 1232 409 1258</box>
ad-code: (E390) <box>1576 1239 1606 1250</box>
classified-ad <box>1422 372 1606 412</box>
ad-heading: ΕΝΟΙΚΙΑΖΕΤΑΙ <box>1222 796 1296 807</box>
ad-heading: ΖΗΤΕΙΤΑΙ <box>1023 743 1071 754</box>
banner-title-left: μικρές αγγελίες <box>219 70 814 129</box>
ad-code: (Z572) <box>977 981 1007 991</box>
anonymous-line5: Για προσωπικό ραντεβού τηλεφωνήστε ώρες γραφείου 226.342 <box>1024 2140 1336 2168</box>
ad-text: διαμέρισμα 100 τ.μ. χωρίς τα μπαλκόνια ισόγειο υπερυψωμένο και 30 τ.μ. ημιυπόγειο έναντι Παναγίας Γιόφυρο. Τηλ. 250820 βράδυ. <box>26 246 210 311</box>
classified-ad <box>425 1235 608 1394</box>
ad-text: γκαρσονιέρα πολυτελούς κατασκευής σε πολυκατοικία περ. πλατεία ΚΑΤΕΕ, οδός Δημ. Γλαυού 32. Τηλ. 280.285 <box>1222 409 1406 460</box>
ad-text: κοπέλα να εργαστεί για σοβαρή καφετέρια. Ώρες λειτουργίας 7.30-2 βραδινές 289.962 <box>824 551 1007 589</box>
ad-heading: ΑΝΑΛΑΜΒΑΝΟΥΜΕ <box>1422 1538 1520 1549</box>
ad-heading: ΖΗΤΟΥΝΤΑΙ <box>824 1000 885 1011</box>
ad-code: (M-21) <box>1576 1729 1606 1739</box>
ad-code: (Π328) <box>777 307 808 318</box>
ad-text: 30 καθρέφτες πλακών φάμπρο κλας με τα κρύσταλλα τους. Χρειάζονται μόνο ορισμένα. Τηλ. 255.841 <box>624 268 808 319</box>
ad-heading: ΕΝΟΙΚΙΑΖΕΤΑΙ <box>1422 1154 1496 1166</box>
ad-text: σε Κεντρικό δροσερο σημείο διαμέρισμα. Τηλ. 223.900 <box>1422 1065 1606 1090</box>
ad-code: (Π245) <box>577 1088 608 1099</box>
ad-text: Από το Τουριστικό Γραφείο OPTA TRAVEL ΖΗΤΟΥΝΤΑΙ υπάλληλοι για ταξιδιωτικό γραφείο με γνώση Ηλεκτρονικού Υπολογιστή και η ΑΠΑΙΤΗΣΗ γνώση της Γαλλικής. Πληρ. τηλ. 242.612-3 κα Γαβριλάκη. <box>824 1250 1007 1327</box>
hatzidakis-line4: ΤΗΛ. 236.016 - 236.012 - 0897/22.662 <box>1052 1923 1308 1936</box>
classified-ad <box>1422 1491 1606 1531</box>
cretan-line2: CRETAN VILLAGE <box>267 1905 556 1936</box>
avis-line7: Τ.Θ. 1045 <box>1153 1745 1206 1758</box>
cretan-village-ad <box>245 1881 579 2145</box>
classified-ad <box>425 728 608 821</box>
ad-text: διαμέρισμα 3ου ορόφου 3 υπνοδωματίων στην Ηράκλειο σε όροφο με ανανεωμένο υλικό και καινούργιο. Τηλ. 234.576, 761.134 <box>1222 1301 1406 1366</box>
ad-text: Τηλ. 252310-224575. ΠΩΛΟΥΝΤΑΙ 1) Διαμερίσματα και γκαρσονιέρες των 28-35-45-55-60-70-85-95-110-120-130 τετρ. μετρ. στις περιοχές: Μασταμπά-Θέρισσο-Λ. Κνωσού-Φορτέτσα-Χανιώπορτα-Δόξα-Χρυσοπηγή-Επανήσου-Ν. Πλαστήρα-Ν.Στάδιο-Ανάληψη-Πόρος-Καμίνια-Πατέλες-Φορτέτσα κτλ. 2) Μονοκατοικίες και βίλλες τις περιοχές: Μεσαμπελιές-Αμμουδάρα-Μασταμπά-Πατέλες-Καλοφούζι. 3) Καταστήματα: στην Λ. Χρυσοστόμου-Πλ. Ρήγα Φεραίου -Λ. Καλοκαιρινού 25 Αυγούστου. 4) Οικόπεδα: Εντός και εκτός σχεδίου στις περιοχές Μασταμπά-Θέρισο-Αγ. Ιωάννης-Χάνου-ΤΕΙ-Κατσαμπά-Μαραθίτη-Κορακοβούνι-Τσιβ. Νικολαίδη-Τσιρίτ Μεϊντάν-Πάλμε-Καλοφούζι-Παπαναστασίου-Βαθυκοίλια-Λαφαιανά-Πόρος-Αλικαρνασσού-Ρίκα-Πατέλες-Καρτερό-Κόμβος-Αλικαρνασσού-Βουνί. 5) Καταστήματα προς διαμερίσματα προς διαμερίσματα. <box>624 516 808 858</box>
ad-code: (Z565) <box>977 1386 1007 1397</box>
ad-code: (E530) <box>1376 1009 1406 1020</box>
illustration <box>1422 138 1606 242</box>
ad-heading: ΠΩΛΕΙΤΑΙ <box>226 934 275 945</box>
classified-ad <box>824 210 1007 289</box>
ad-text: αυτοκίνητο YUGO 45 μοντ. 84 σε άριστη κατάσταση. Δεκτός έλεγχος. Τηλ. 22.308 Εθνικ. Αντιστάσεως 119 <box>226 444 409 495</box>
section-wanted-heading: ζητήσεις <box>603 1567 728 1600</box>
